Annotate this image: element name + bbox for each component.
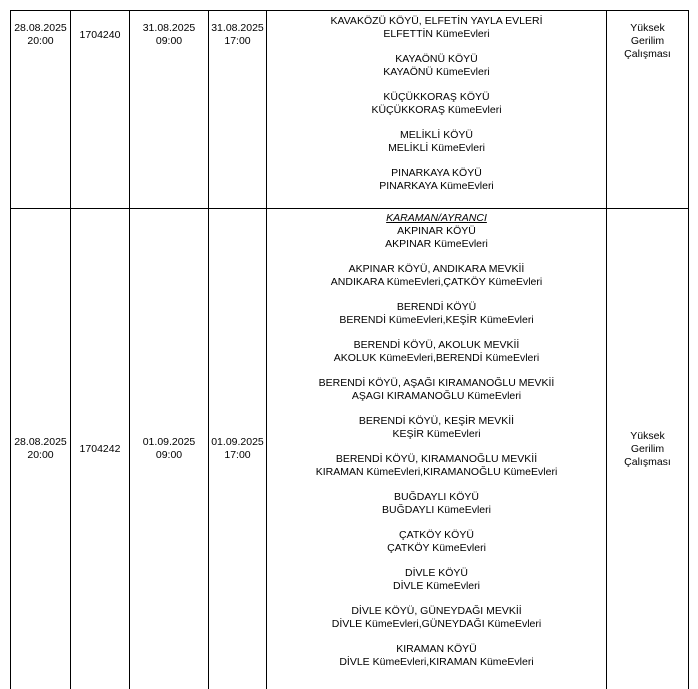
locations-cell: [267, 11, 607, 209]
location-village: MELİKLİ KÖYÜ: [267, 129, 606, 142]
location-village: BERENDİ KÖYÜ, AŞAĞI KIRAMANOĞLU MEVKİİ: [267, 377, 606, 390]
from-date: 01.09.2025: [130, 436, 208, 449]
location-detail: AŞAGI KIRAMANOĞLU KümeEvleri: [267, 390, 606, 403]
reason-line: Çalışması: [607, 456, 688, 469]
location-item: [267, 377, 606, 403]
location-village: PINARKAYA KÖYÜ: [267, 167, 606, 180]
reason-line: Yüksek: [607, 430, 688, 443]
location-item: [267, 453, 606, 479]
from-datetime-cell: [130, 209, 209, 689]
location-item: [267, 415, 606, 441]
reason-line: Çalışması: [607, 48, 688, 61]
from-time: 09:00: [130, 35, 208, 48]
location-detail: BUĞDAYLI KümeEvleri: [267, 504, 606, 517]
location-item: [267, 339, 606, 365]
outage-table: [10, 10, 689, 689]
location-item: [267, 15, 606, 41]
to-time: 17:00: [209, 35, 266, 48]
to-datetime-cell: [209, 209, 267, 689]
to-datetime-cell: [209, 11, 267, 209]
location-item: [267, 529, 606, 555]
locations-cell: [267, 209, 607, 689]
location-village: KAVAKÖZÜ KÖYÜ, ELFETİN YAYLA EVLERİ: [267, 15, 606, 28]
location-item: [267, 491, 606, 517]
location-detail: PINARKAYA KümeEvleri: [267, 180, 606, 193]
location-item: [267, 129, 606, 155]
reason-line: Yüksek: [607, 22, 688, 35]
start-date: 28.08.2025: [11, 22, 70, 35]
location-detail: KÜÇÜKKORAŞ KümeEvleri: [267, 104, 606, 117]
outage-id: 1704242: [71, 443, 129, 456]
location-detail: MELİKLİ KümeEvleri: [267, 142, 606, 155]
location-item: [267, 91, 606, 117]
reason-cell: [607, 11, 689, 209]
from-date: 31.08.2025: [130, 22, 208, 35]
table-row: [11, 11, 689, 209]
location-village: BUĞDAYLI KÖYÜ: [267, 491, 606, 504]
location-detail: BERENDİ KümeEvleri,KEŞİR KümeEvleri: [267, 314, 606, 327]
table-row: [11, 209, 689, 689]
region-heading: KARAMAN/AYRANCI: [267, 212, 606, 225]
outage-id: 1704240: [71, 29, 129, 42]
location-item: [267, 301, 606, 327]
start-time: 20:00: [11, 449, 70, 462]
from-datetime-cell: [130, 11, 209, 209]
start-date: 28.08.2025: [11, 436, 70, 449]
location-item: [267, 53, 606, 79]
location-village: AKPINAR KÖYÜ: [267, 225, 606, 238]
location-village: KIRAMAN KÖYÜ: [267, 643, 606, 656]
location-item: [267, 263, 606, 289]
location-item: [267, 212, 606, 251]
location-detail: DİVLE KümeEvleri,GÜNEYDAĞI KümeEvleri: [267, 618, 606, 631]
location-item: [267, 605, 606, 631]
location-village: ÇATKÖY KÖYÜ: [267, 529, 606, 542]
start-datetime-cell: [11, 209, 71, 689]
location-detail: AKOLUK KümeEvleri,BERENDİ KümeEvleri: [267, 352, 606, 365]
location-village: AKPINAR KÖYÜ, ANDIKARA MEVKİİ: [267, 263, 606, 276]
to-time: 17:00: [209, 449, 266, 462]
location-village: BERENDİ KÖYÜ: [267, 301, 606, 314]
start-datetime-cell: [11, 11, 71, 209]
reason-line: Gerilim: [607, 35, 688, 48]
reason-cell: [607, 209, 689, 689]
location-detail: ÇATKÖY KümeEvleri: [267, 542, 606, 555]
to-date: 31.08.2025: [209, 22, 266, 35]
location-detail: ELFETTİN KümeEvleri: [267, 28, 606, 41]
location-village: DİVLE KÖYÜ, GÜNEYDAĞI MEVKİİ: [267, 605, 606, 618]
location-item: [267, 567, 606, 593]
id-cell: [71, 209, 130, 689]
location-item: [267, 167, 606, 193]
location-detail: DİVLE KümeEvleri: [267, 580, 606, 593]
reason-line: Gerilim: [607, 443, 688, 456]
location-detail: ANDIKARA KümeEvleri,ÇATKÖY KümeEvleri: [267, 276, 606, 289]
location-detail: KAYAÖNÜ KümeEvleri: [267, 66, 606, 79]
location-village: KAYAÖNÜ KÖYÜ: [267, 53, 606, 66]
location-village: BERENDİ KÖYÜ, KIRAMANOĞLU MEVKİİ: [267, 453, 606, 466]
location-village: KÜÇÜKKORAŞ KÖYÜ: [267, 91, 606, 104]
location-detail: AKPINAR KümeEvleri: [267, 238, 606, 251]
from-time: 09:00: [130, 449, 208, 462]
to-date: 01.09.2025: [209, 436, 266, 449]
location-village: BERENDİ KÖYÜ, KEŞİR MEVKİİ: [267, 415, 606, 428]
location-village: BERENDİ KÖYÜ, AKOLUK MEVKİİ: [267, 339, 606, 352]
location-detail: KEŞİR KümeEvleri: [267, 428, 606, 441]
location-item: [267, 643, 606, 669]
location-detail: KIRAMAN KümeEvleri,KIRAMANOĞLU KümeEvleri: [267, 466, 606, 479]
start-time: 20:00: [11, 35, 70, 48]
location-village: DİVLE KÖYÜ: [267, 567, 606, 580]
location-detail: DİVLE KümeEvleri,KIRAMAN KümeEvleri: [267, 656, 606, 669]
id-cell: [71, 11, 130, 209]
